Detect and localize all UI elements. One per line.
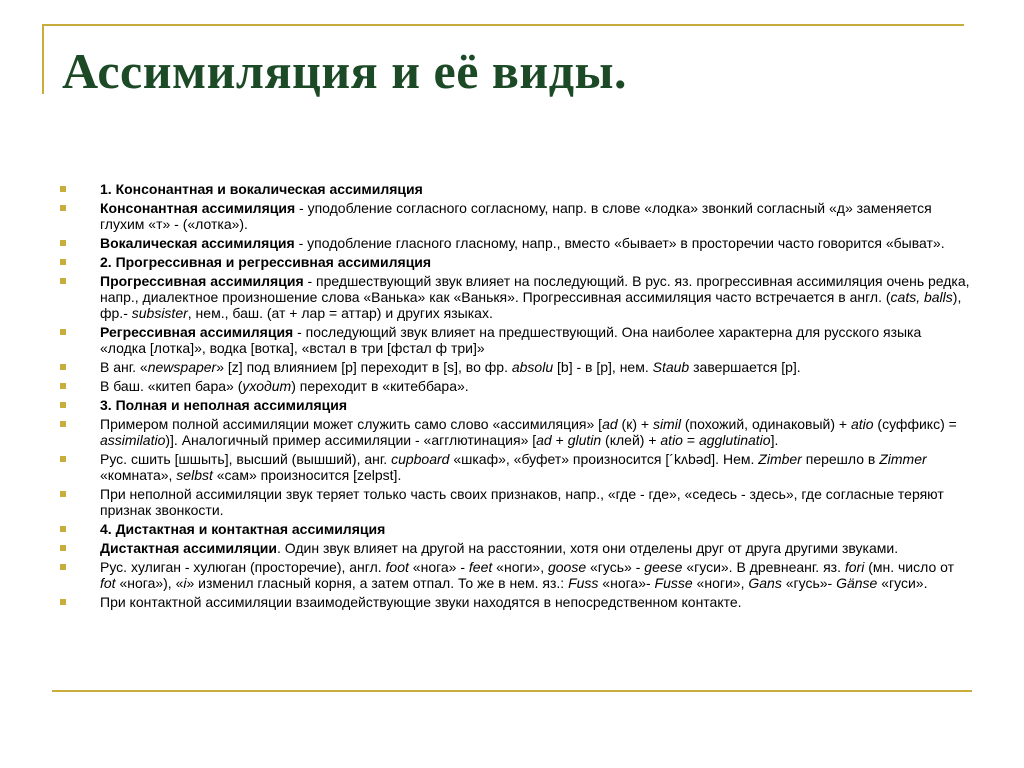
bold-text: 4. Дистактная и контактная ассимиляция bbox=[100, 521, 386, 537]
italic-text: atio bbox=[660, 432, 683, 448]
bullet-text bbox=[100, 397, 347, 413]
bullet-item bbox=[58, 200, 970, 232]
text-run: Рус. хулиган - хулюган (просторечие), англ. bbox=[100, 559, 386, 575]
italic-text: Staub bbox=[652, 359, 690, 375]
italic-text: subsister bbox=[131, 305, 188, 321]
bullet-text bbox=[100, 181, 423, 197]
text-run: ]. bbox=[770, 432, 779, 448]
bullet-item bbox=[58, 273, 970, 321]
italic-text: atio bbox=[850, 416, 874, 432]
square-bullet-icon bbox=[60, 526, 66, 532]
text-run: «гуси». bbox=[877, 575, 928, 591]
bullet-item bbox=[58, 594, 970, 610]
text-run: «шкаф», «буфет» произносится [´kʌbəd]. Нем. bbox=[449, 451, 759, 467]
text-run: Примером полной ассимиляции может служить само слово «ассимиляция» [ bbox=[100, 416, 603, 432]
text-run: )]. Аналогичный пример ассимиляции - «агглютинация» [ bbox=[165, 432, 537, 448]
text-run: » изменил гласный корня, а затем отпал. То же в нем. яз.: bbox=[186, 575, 569, 591]
text-run: «нога»- bbox=[598, 575, 655, 591]
text-run: (клей) + bbox=[601, 432, 661, 448]
bullet-item bbox=[58, 451, 970, 483]
text-run: При неполной ассимиляции звук теряет только часть своих признаков, напр., «где - где», «седесь - здесь», где согласные теряют признак звонкости. bbox=[100, 486, 944, 518]
text-run: (суффикс) = bbox=[873, 416, 957, 432]
bullet-item bbox=[58, 540, 970, 556]
bullet-item bbox=[58, 521, 970, 537]
text-run: перешло в bbox=[801, 451, 880, 467]
text-run: «ноги», bbox=[492, 559, 548, 575]
bullet-text bbox=[100, 416, 957, 448]
text-run: (мн. число от bbox=[864, 559, 955, 575]
bullet-text bbox=[100, 359, 801, 375]
square-bullet-icon bbox=[60, 491, 66, 497]
italic-text: Fuss bbox=[568, 575, 599, 591]
bullet-item bbox=[58, 486, 970, 518]
square-bullet-icon bbox=[60, 599, 66, 605]
italic-text: newspaper bbox=[147, 359, 217, 375]
frame-top-line bbox=[42, 24, 964, 26]
text-run: «гусь»- bbox=[781, 575, 837, 591]
bullet-text bbox=[100, 273, 970, 321]
italic-text: geese bbox=[644, 559, 683, 575]
text-run: «ноги», bbox=[692, 575, 749, 591]
bullet-text bbox=[100, 235, 945, 251]
text-run: , нем., баш. (ат + лар = аттар) и других языках. bbox=[187, 305, 493, 321]
text-run: В баш. «китеп бара» ( bbox=[100, 378, 243, 394]
frame-left-line bbox=[42, 24, 44, 94]
square-bullet-icon bbox=[60, 205, 66, 211]
text-run: . Один звук влияет на другой на расстоянии, хотя они отделены друг от друга другими звуками. bbox=[276, 540, 899, 556]
text-run: «нога»), « bbox=[115, 575, 184, 591]
text-run: (к) + bbox=[617, 416, 653, 432]
text-run: ) переходит в «китеббара». bbox=[291, 378, 469, 394]
square-bullet-icon bbox=[60, 329, 66, 335]
italic-text: уходит bbox=[242, 378, 292, 394]
text-run: «сам» произносится [zelpst]. bbox=[212, 467, 402, 483]
square-bullet-icon bbox=[60, 278, 66, 284]
square-bullet-icon bbox=[60, 456, 66, 462]
square-bullet-icon bbox=[60, 421, 66, 427]
bold-text: Консонантная ассимиляция bbox=[100, 200, 296, 216]
square-bullet-icon bbox=[60, 383, 66, 389]
text-run: ), фр.- bbox=[100, 289, 962, 321]
bullet-text bbox=[100, 559, 954, 591]
italic-text: assimilatio bbox=[100, 432, 166, 448]
bullet-item bbox=[58, 559, 970, 591]
italic-text: ad bbox=[536, 432, 552, 448]
text-run: завершается [p]. bbox=[689, 359, 801, 375]
text-run: - уподобление согласного согласному, напр. в слове «лодка» звонкий согласный «д» заменяется глухим «т» - («лотка»). bbox=[100, 200, 932, 232]
italic-text: absolu bbox=[511, 359, 554, 375]
text-run: «гуси». В древнеанг. яз. bbox=[682, 559, 845, 575]
italic-text: goose bbox=[547, 559, 587, 575]
bold-text: Регрессивная ассимиляция bbox=[100, 324, 294, 340]
text-run: + bbox=[551, 432, 568, 448]
text-run: «нога» - bbox=[408, 559, 469, 575]
text-run: (похожий, одинаковый) + bbox=[680, 416, 851, 432]
italic-text: simil bbox=[652, 416, 681, 432]
italic-text: agglutinatio bbox=[698, 432, 771, 448]
italic-text: fori bbox=[844, 559, 865, 575]
italic-text: ad bbox=[602, 416, 618, 432]
italic-text: cupboard bbox=[391, 451, 450, 467]
text-run: В анг. « bbox=[100, 359, 148, 375]
bullet-item bbox=[58, 397, 970, 413]
bullet-item bbox=[58, 359, 970, 375]
text-run: [b] - в [p], нем. bbox=[553, 359, 653, 375]
square-bullet-icon bbox=[60, 259, 66, 265]
italic-text: fot bbox=[100, 575, 116, 591]
square-bullet-icon bbox=[60, 402, 66, 408]
text-run: - предшествующий звук влияет на последующий. В рус. яз. прогрессивная ассимиляция очень редка, напр., диалектное произношение слова «Ванька» как «Ванькя». Прогрессивная ассимиляция часто встречается в англ. ( bbox=[100, 273, 970, 305]
square-bullet-icon bbox=[60, 240, 66, 246]
square-bullet-icon bbox=[60, 545, 66, 551]
bold-text: Дистактная ассимиляции bbox=[100, 540, 277, 556]
bullet-item bbox=[58, 254, 970, 270]
bullet-item bbox=[58, 235, 970, 251]
bold-text: Вокалическая ассимиляция bbox=[100, 235, 295, 251]
bullet-text bbox=[100, 324, 921, 356]
text-run: » [z] под влиянием [p] переходит в [s], во фр. bbox=[216, 359, 512, 375]
bullet-item bbox=[58, 378, 970, 394]
text-run: Рус. сшить [шшыть], высший (вышший), анг. bbox=[100, 451, 392, 467]
frame-bottom-line bbox=[52, 690, 972, 692]
italic-text: foot bbox=[385, 559, 409, 575]
italic-text: i bbox=[183, 575, 187, 591]
bullet-item bbox=[58, 324, 970, 356]
square-bullet-icon bbox=[60, 564, 66, 570]
italic-text: Gans bbox=[748, 575, 782, 591]
text-run: «комната», bbox=[100, 467, 177, 483]
bullet-text bbox=[100, 521, 385, 537]
bold-text: Прогрессивная ассимиляция bbox=[100, 273, 304, 289]
italic-text: Zimmer bbox=[879, 451, 927, 467]
bullet-text bbox=[100, 451, 927, 483]
bold-text: 1. Консонантная и вокалическая ассимиляция bbox=[100, 181, 423, 197]
square-bullet-icon bbox=[60, 186, 66, 192]
bullet-text bbox=[100, 378, 469, 394]
italic-text: Zimber bbox=[758, 451, 802, 467]
text-run: - последующий звук влияет на предшествующий. Она наиболее характерна для русского языка «лодка [лотка]», водка [вотка], «встал в три [фстал ф три]» bbox=[100, 324, 922, 356]
bullet-item bbox=[58, 416, 970, 448]
italic-text: Fusse bbox=[654, 575, 693, 591]
bullet-list bbox=[58, 181, 970, 613]
italic-text: Gänse bbox=[836, 575, 878, 591]
text-run: При контактной ассимиляции взаимодействующие звуки находятся в непосредственном контакте. bbox=[100, 594, 742, 610]
square-bullet-icon bbox=[60, 364, 66, 370]
italic-text: glutin bbox=[567, 432, 602, 448]
italic-text: selbst bbox=[176, 467, 213, 483]
text-run: - уподобление гласного гласному, напр., вместо «бывает» в просторечии часто говорится «быват». bbox=[294, 235, 945, 251]
text-run: = bbox=[682, 432, 699, 448]
text-run: «гусь» - bbox=[586, 559, 645, 575]
bullet-text bbox=[100, 200, 932, 232]
bold-text: 3. Полная и неполная ассимиляция bbox=[100, 397, 347, 413]
bullet-text bbox=[100, 254, 431, 270]
bullet-text bbox=[100, 540, 898, 556]
italic-text: cats, balls bbox=[890, 289, 953, 305]
bullet-item bbox=[58, 181, 970, 197]
bullet-text bbox=[100, 486, 944, 518]
bold-text: 2. Прогрессивная и регрессивная ассимиляция bbox=[100, 254, 432, 270]
slide-title: Ассимиляция и её виды. bbox=[62, 43, 628, 99]
bullet-text bbox=[100, 594, 742, 610]
italic-text: feet bbox=[468, 559, 493, 575]
